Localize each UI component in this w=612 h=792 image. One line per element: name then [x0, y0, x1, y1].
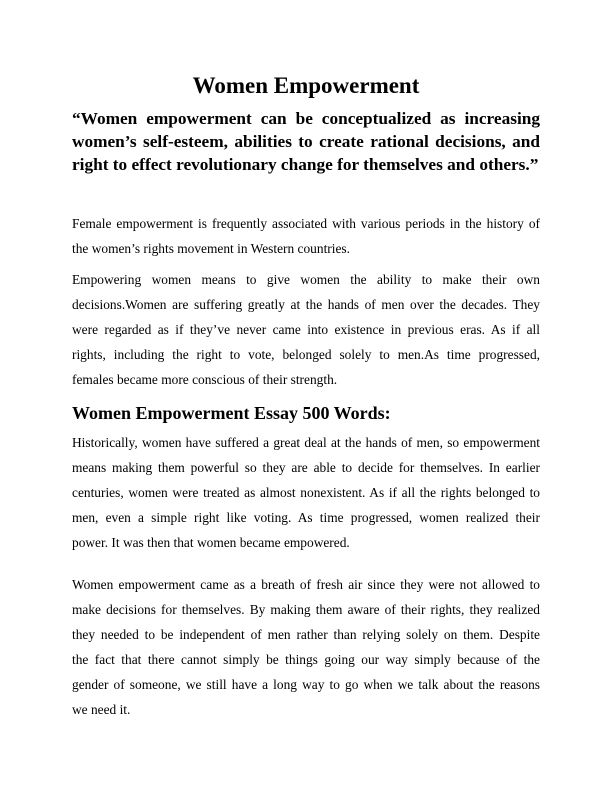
text-line: rights, including the right to vote, belonged solely to men.As time progressed,: [72, 347, 540, 362]
intro-paragraph-1: [72, 211, 540, 261]
text-line: decisions.Women are suffering greatly at the hands of men over the decades. They: [72, 297, 540, 312]
text-line: power. It was then that women became empowered.: [72, 535, 350, 550]
text-line: men, even a simple right like voting. As time progressed, women realized their: [72, 510, 540, 525]
essay-paragraph-2: [72, 572, 540, 722]
text-line: women’s self-esteem, abilities to create rational decisions, and: [72, 132, 540, 151]
intro-paragraph-2: [72, 267, 540, 392]
text-line: right to effect revolutionary change for themselves and others.”: [72, 155, 539, 174]
text-line: Women empowerment came as a breath of fresh air since they were not allowed to: [72, 577, 540, 592]
text-line: the fact that there cannot simply be things going our way simply because of the: [72, 652, 540, 667]
text-line: were regarded as if they’ve never came into existence in previous eras. As if all: [72, 322, 540, 337]
text-line: the women’s rights movement in Western countries.: [72, 241, 350, 256]
text-line: centuries, women were treated as almost nonexistent. As if all the rights belonged to: [72, 485, 540, 500]
text-line: we need it.: [72, 702, 131, 717]
text-line: Historically, women have suffered a great deal at the hands of men, so empowerment: [72, 435, 540, 450]
text-line: make decisions for themselves. By making them aware of their rights, they realized: [72, 602, 540, 617]
quote-block: [72, 107, 540, 176]
text-line: females became more conscious of their strength.: [72, 372, 338, 387]
section-heading: Women Empowerment Essay 500 Words:: [72, 403, 391, 423]
text-line: means making them powerful so they are able to decide for themselves. In earlier: [72, 460, 540, 475]
text-line: Empowering women means to give women the ability to make their own: [72, 272, 540, 287]
document-title: Women Empowerment: [192, 73, 420, 98]
text-line: Female empowerment is frequently associated with various periods in the history of: [72, 216, 540, 231]
essay-paragraph-1: [72, 430, 540, 555]
text-line: “Women empowerment can be conceptualized as increasing: [72, 109, 540, 128]
text-line: gender of someone, we still have a long way to go when we talk about the reasons: [72, 677, 540, 692]
text-line: they needed to be independent of men rather than relying solely on them. Despite: [72, 627, 540, 642]
